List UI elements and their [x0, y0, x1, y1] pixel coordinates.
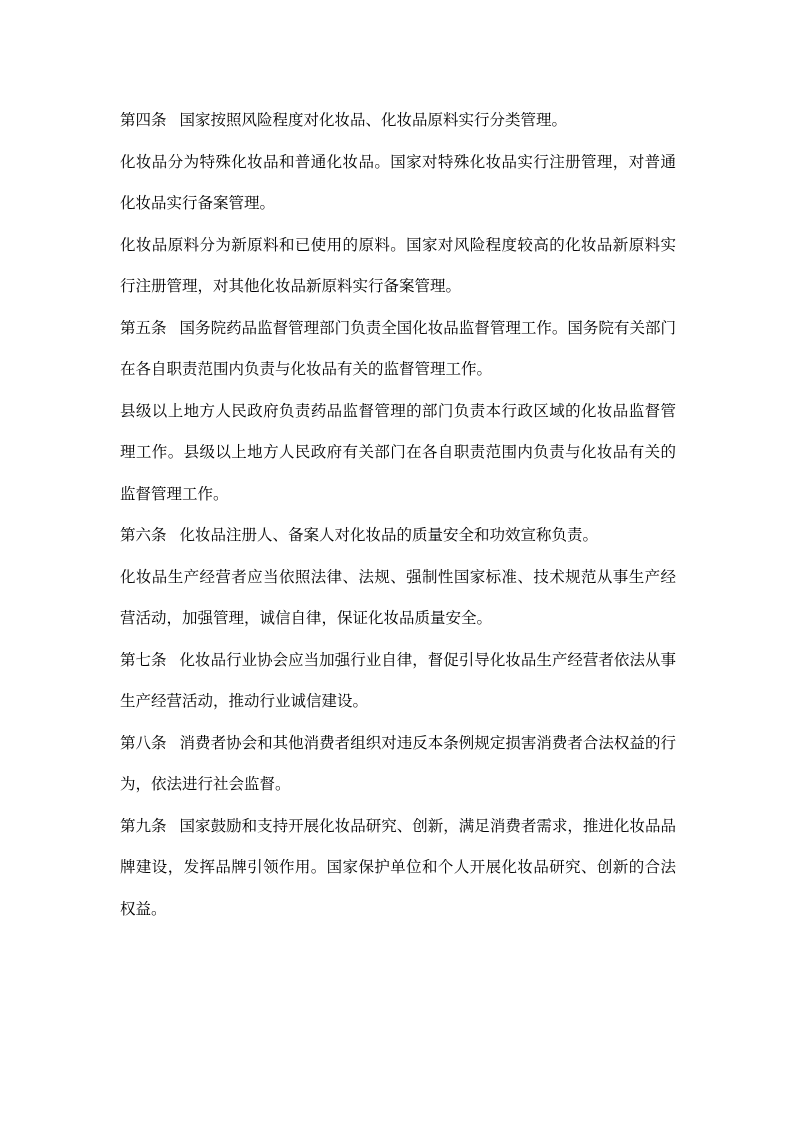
paragraph-text: 化妆品生产经营者应当依照法律、法规、强制性国家标准、技术规范从事生产经营活动，加强管理，诚信自律，保证化妆品质量安全。 [120, 567, 676, 627]
paragraph-text: 国家鼓励和支持开展化妆品研究、创新，满足消费者需求，推进化妆品品牌建设，发挥品牌引领作用。国家保护单位和个人开展化妆品研究、创新的合法权益。 [120, 816, 676, 918]
article-number: 第九条 [120, 816, 167, 835]
article-number: 第六条 [120, 526, 167, 544]
paragraph-text: 县级以上地方人民政府负责药品监督管理的部门负责本行政区域的化妆品监督管理工作。县级以上地方人民政府有关部门在各自职责范围内负责与化妆品有关的监督管理工作。 [120, 401, 676, 503]
paragraph-article-8 [120, 723, 676, 806]
paragraph-article-5 [120, 308, 676, 391]
paragraph-text: 化妆品分为特殊化妆品和普通化妆品。国家对特殊化妆品实行注册管理，对普通化妆品实行备案管理。 [120, 152, 676, 212]
paragraph-article-7 [120, 640, 676, 723]
document-body [120, 100, 676, 930]
paragraph [120, 391, 676, 516]
paragraph-text: 化妆品行业协会应当加强行业自律，督促引导化妆品生产经营者依法从事生产经营活动，推动行业诚信建设。 [120, 650, 676, 710]
article-number: 第八条 [120, 733, 167, 752]
paragraph [120, 225, 676, 308]
article-number: 第七条 [120, 650, 167, 669]
article-number: 第五条 [120, 318, 167, 337]
paragraph-text: 消费者协会和其他消费者组织对违反本条例规定损害消费者合法权益的行为，依法进行社会监督。 [120, 733, 676, 793]
paragraph-article-6 [120, 515, 676, 557]
paragraph-text: 国家按照风险程度对化妆品、化妆品原料实行分类管理。 [179, 111, 568, 129]
paragraph [120, 142, 676, 225]
paragraph-text: 国务院药品监督管理部门负责全国化妆品监督管理工作。国务院有关部门在各自职责范围内负责与化妆品有关的监督管理工作。 [120, 318, 676, 378]
paragraph [120, 557, 676, 640]
paragraph-text: 化妆品注册人、备案人对化妆品的质量安全和功效宣称负责。 [179, 526, 599, 544]
paragraph-text: 化妆品原料分为新原料和已使用的原料。国家对风险程度较高的化妆品新原料实行注册管理，对其他化妆品新原料实行备案管理。 [120, 235, 676, 295]
article-number: 第四条 [120, 111, 167, 129]
paragraph-article-4 [120, 100, 676, 142]
paragraph-article-9 [120, 806, 676, 931]
